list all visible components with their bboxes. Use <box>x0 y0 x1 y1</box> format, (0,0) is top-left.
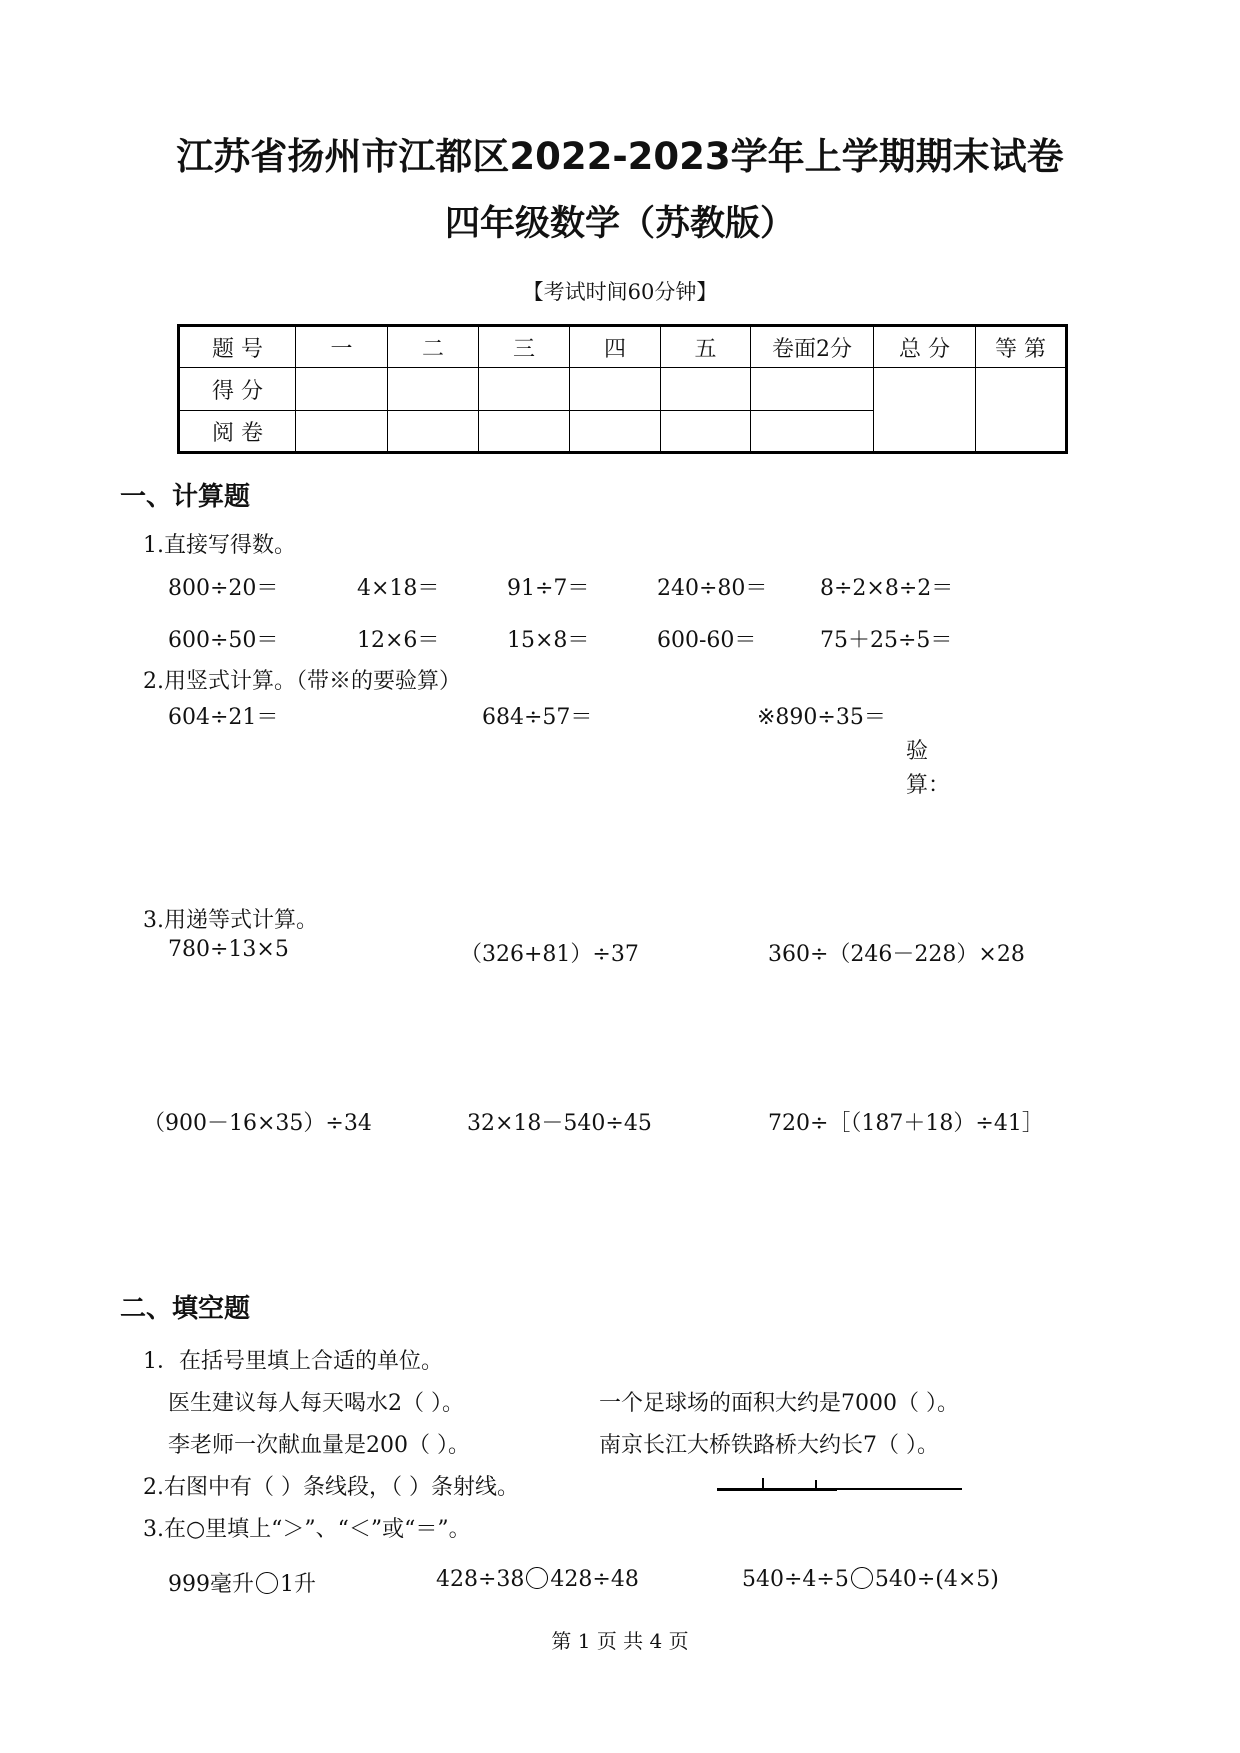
reviewer-cell[interactable] <box>661 411 751 453</box>
score-cell[interactable] <box>570 368 661 411</box>
score-cell[interactable] <box>661 368 751 411</box>
oral-calc-item: 4×18＝ <box>357 576 440 601</box>
page-footer: 第 1 页 共 4 页 <box>551 1629 689 1653</box>
vertical-calc-item: ※890÷35＝ <box>757 705 886 730</box>
vertical-calc-item: 684÷57＝ <box>482 705 593 730</box>
compare-left: 428÷38 <box>436 1567 525 1592</box>
step-calc-item: （326+81）÷37 <box>460 942 639 967</box>
step-calc-item: 780÷13×5 <box>168 937 289 962</box>
score-cell[interactable] <box>751 368 874 411</box>
q2-3-label: 3.在○里填上“＞”、“＜”或“＝”。 <box>143 1517 471 1542</box>
compare-circle[interactable] <box>256 1572 278 1594</box>
exam-title: 江苏省扬州市江都区2022-2023学年上学期期末试卷 <box>176 135 1064 178</box>
reviewer-cell[interactable] <box>479 411 570 453</box>
step-calc-item: 32×18－540÷45 <box>467 1111 652 1136</box>
compare-item <box>168 1567 316 1598</box>
compare-item <box>436 1567 639 1592</box>
score-header-total: 总 分 <box>874 326 976 368</box>
exam-subtitle: 四年级数学（苏教版） <box>444 204 795 244</box>
unit-fill-item: 医生建议每人每天喝水2（ ）。 <box>168 1391 464 1416</box>
score-header-3: 三 <box>479 326 570 368</box>
check-label-bottom: 算： <box>906 773 951 798</box>
oral-calc-item: 75＋25÷5＝ <box>820 628 953 653</box>
line-figure-tick <box>762 1478 764 1490</box>
compare-left: 540÷4÷5 <box>742 1567 849 1592</box>
step-calc-item: 720÷［（187＋18）÷41］ <box>768 1111 1044 1136</box>
compare-item <box>742 1567 999 1592</box>
score-header-1: 一 <box>296 326 388 368</box>
score-header-2: 二 <box>388 326 479 368</box>
oral-calc-item: 600÷50＝ <box>168 628 279 653</box>
score-row-label: 得 分 <box>179 368 296 411</box>
compare-circle[interactable] <box>851 1567 873 1589</box>
q1-2-label: 2.用竖式计算。（带※的要验算） <box>143 669 461 694</box>
compare-left: 999毫升 <box>168 1572 254 1597</box>
compare-right: 540÷(4×5) <box>874 1567 999 1592</box>
step-calc-item: 360÷（246－228）×28 <box>768 942 1025 967</box>
reviewer-cell[interactable] <box>570 411 661 453</box>
reviewer-cell[interactable] <box>388 411 479 453</box>
reviewer-row-label: 阅 卷 <box>179 411 296 453</box>
section-1-title: 一、计算题 <box>120 482 251 512</box>
reviewer-cell[interactable] <box>296 411 388 453</box>
score-header-grade: 等 第 <box>976 326 1067 368</box>
line-figure-segment <box>717 1488 837 1491</box>
score-table <box>177 324 1068 454</box>
oral-calc-item: 240÷80＝ <box>657 576 768 601</box>
total-score-cell[interactable] <box>874 368 976 453</box>
reviewer-cell[interactable] <box>751 411 874 453</box>
score-cell[interactable] <box>479 368 570 411</box>
oral-calc-item: 91÷7＝ <box>507 576 590 601</box>
q1-3-label: 3.用递等式计算。 <box>143 908 318 933</box>
score-header-neatness: 卷面2分 <box>751 326 874 368</box>
oral-calc-item: 15×8＝ <box>507 628 590 653</box>
score-header-5: 五 <box>661 326 751 368</box>
q2-1-label: 1．在括号里填上合适的单位。 <box>143 1349 443 1374</box>
exam-time: 【考试时间60分钟】 <box>522 280 718 304</box>
vertical-calc-item: 604÷21＝ <box>168 705 279 730</box>
q1-1-label: 1.直接写得数。 <box>143 533 296 558</box>
step-calc-item: （900－16×35）÷34 <box>143 1111 372 1136</box>
oral-calc-item: 12×6＝ <box>357 628 440 653</box>
oral-calc-item: 8÷2×8÷2＝ <box>820 576 954 601</box>
q2-2-label: 2.右图中有（ ）条线段，（ ）条射线。 <box>143 1475 519 1500</box>
unit-fill-item: 一个足球场的面积大约是7000（ ）。 <box>599 1391 959 1416</box>
compare-circle[interactable] <box>526 1567 548 1589</box>
score-cell[interactable] <box>388 368 479 411</box>
unit-fill-item: 南京长江大桥铁路桥大约长7（ ）。 <box>599 1433 939 1458</box>
compare-right: 428÷48 <box>550 1567 639 1592</box>
score-cell[interactable] <box>296 368 388 411</box>
oral-calc-item: 800÷20＝ <box>168 576 279 601</box>
oral-calc-item: 600-60＝ <box>657 628 757 653</box>
grade-cell[interactable] <box>976 368 1067 453</box>
score-header-label: 题 号 <box>179 326 296 368</box>
line-figure-tick <box>815 1480 817 1490</box>
compare-right: 1升 <box>280 1572 316 1597</box>
unit-fill-item: 李老师一次献血量是200（ ）。 <box>168 1433 470 1458</box>
score-header-4: 四 <box>570 326 661 368</box>
section-2-title: 二、填空题 <box>120 1294 251 1324</box>
check-label-top: 验 <box>906 739 929 764</box>
